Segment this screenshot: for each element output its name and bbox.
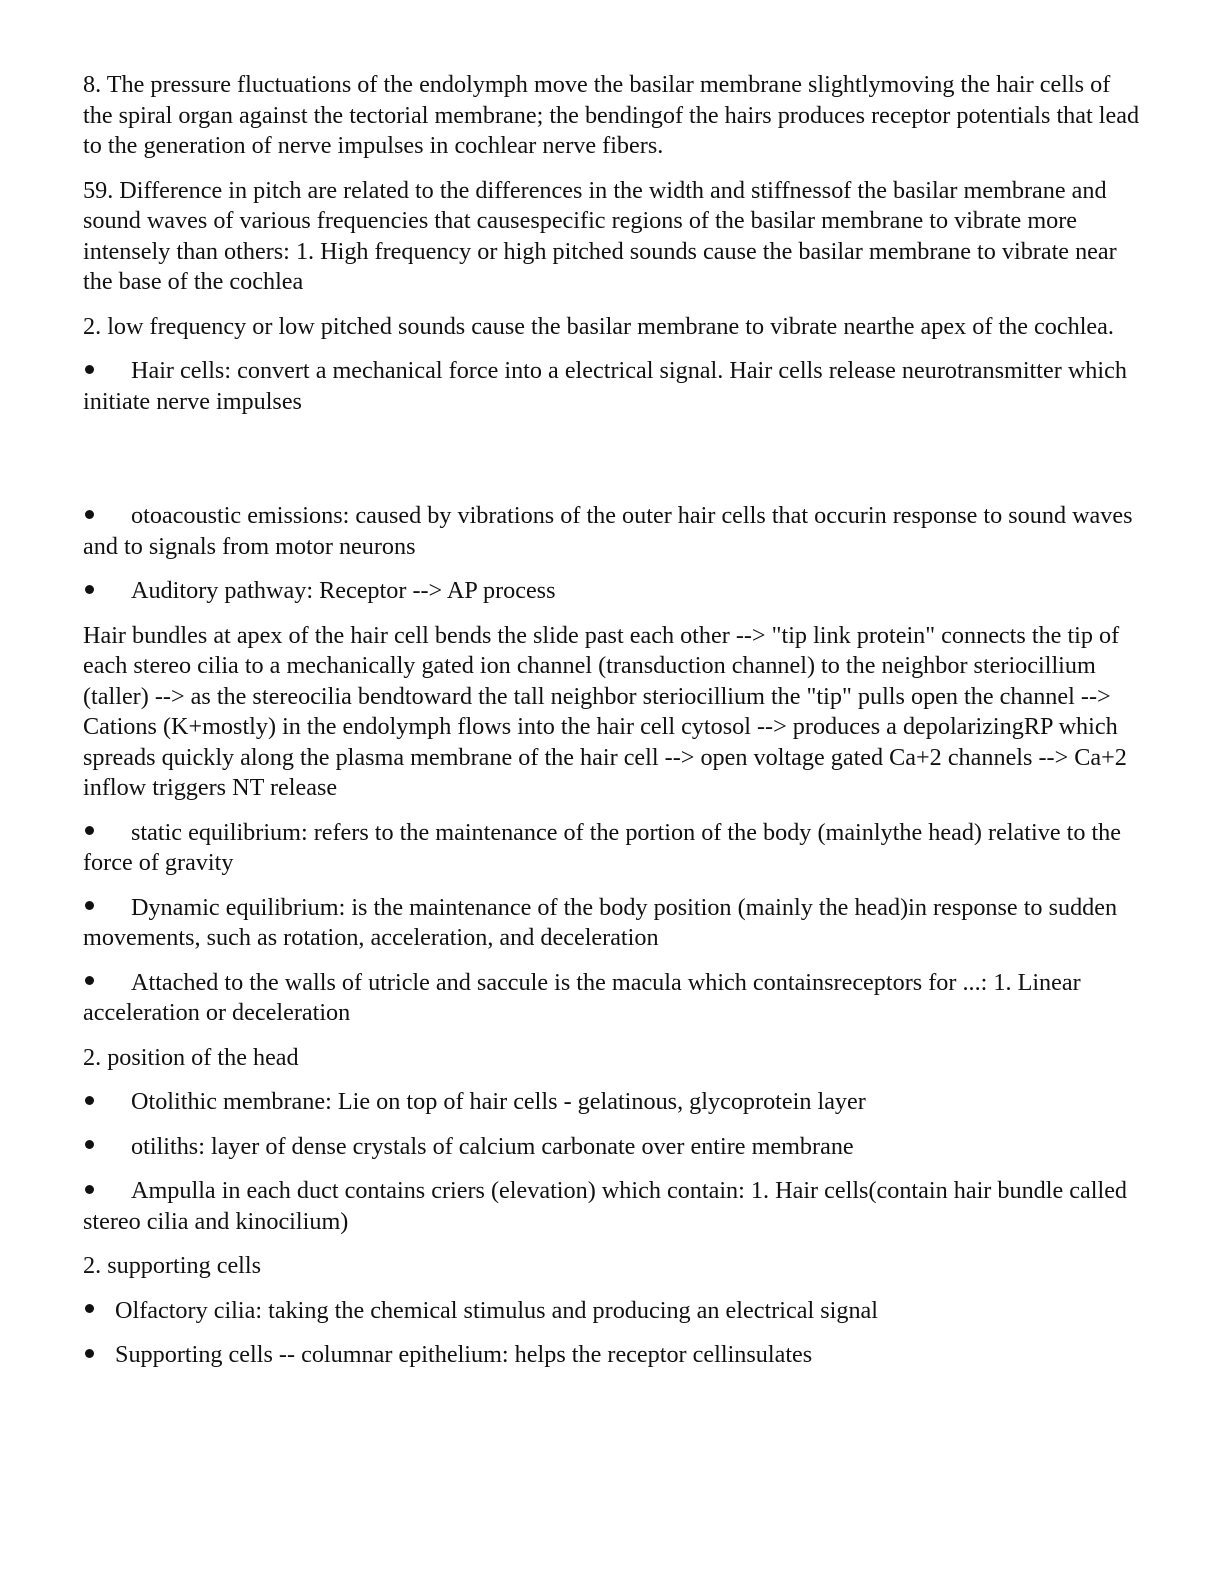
bullet-icon (85, 1096, 94, 1105)
bullet-otoacoustic: otoacoustic emissions: caused by vibrations of the outer hair cells that occurin response to sound waves and to signals from motor neurons (83, 502, 1133, 560)
spacer (83, 431, 1143, 501)
document-page (83, 70, 1143, 1385)
bullet-macula: Attached to the walls of utricle and saccule is the macula which containsreceptors for ...: 1. Linear acceleration or deceleration (83, 968, 1081, 1026)
bullet-icon (85, 510, 94, 519)
paragraph-supporting-cells: 2. supporting cells (83, 1252, 262, 1279)
paragraph-position-head: 2. position of the head (83, 1043, 299, 1071)
bullet-icon (85, 826, 94, 835)
bullet-otiliths: otiliths: layer of dense crystals of calcium carbonate over entire membrane (83, 1132, 1143, 1163)
bullet-icon (85, 1349, 94, 1358)
bullet-ampulla: Ampulla in each duct contains criers (elevation) which contain: 1. Hair cells(contain hair bundle called stereo cilia and kinocilium) (83, 1177, 1128, 1235)
paragraph-59-pitch: 59. Difference in pitch are related to the differences in the width and stiffnessof the basilar membrane and sound waves of various frequencies that causespecific regions of the basilar membrane to vibrate more intensely than others: 1. High frequency or high pitched sounds cause the basilar membrane to vibrate near the base of the cochlea (83, 176, 1117, 295)
paragraph-8-pressure: 8. The pressure fluctuations of the endolymph move the basilar membrane slightlymoving the hair cells of the spiral organ against the tectorial membrane; the bendingof the hairs produces receptor potentials that lead to the generation of nerve impulses in cochlear nerve fibers. (83, 71, 1140, 159)
bullet-icon (85, 1185, 94, 1194)
bullet-icon (85, 1140, 94, 1149)
bullet-supporting-cells-epithelium: Supporting cells -- columnar epithelium: helps the receptor cellinsulates (83, 1340, 1143, 1371)
bullet-icon (85, 585, 94, 594)
bullet-icon (85, 901, 94, 910)
bullet-static-equilibrium: static equilibrium: refers to the maintenance of the portion of the body (mainlythe head) relative to the force of gravity (83, 818, 1122, 876)
bullet-otolithic-membrane: Otolithic membrane: Lie on top of hair cells - gelatinous, glycoprotein layer (83, 1087, 1143, 1118)
bullet-olfactory-cilia: Olfactory cilia: taking the chemical stimulus and producing an electrical signal (83, 1296, 1143, 1327)
paragraph-low-frequency: 2. low frequency or low pitched sounds cause the basilar membrane to vibrate nearthe apex of the cochlea. (83, 312, 1114, 340)
bullet-dynamic-equilibrium: Dynamic equilibrium: is the maintenance of the body position (mainly the head)in response to sudden movements, such as rotation, acceleration, and deceleration (83, 893, 1118, 951)
bullet-icon (85, 976, 94, 985)
bullet-icon (85, 1304, 94, 1313)
bullet-auditory-pathway: Auditory pathway: Receptor --> AP process (83, 576, 1143, 607)
bullet-hair-cells: Hair cells: convert a mechanical force into a electrical signal. Hair cells release neurotransmitter which initiate nerve impulses (83, 357, 1127, 415)
bullet-icon (85, 365, 94, 374)
paragraph-hair-bundles: Hair bundles at apex of the hair cell bends the slide past each other --> "tip link protein" connects the tip of each stereo cilia to a mechanically gated ion channel (transduction channel) to the neighbor steriocillium (taller) --> as the stereocilia bendtoward the tall neighbor steriocillium the "tip" pulls open the channel --> Cations (K+mostly) in the endolymph flows into the hair cell cytosol --> produces a depolarizingRP which spreads quickly along the plasma membrane of the hair cell --> open voltage gated Ca+2 channels --> Ca+2 inflow triggers NT release (83, 621, 1127, 801)
